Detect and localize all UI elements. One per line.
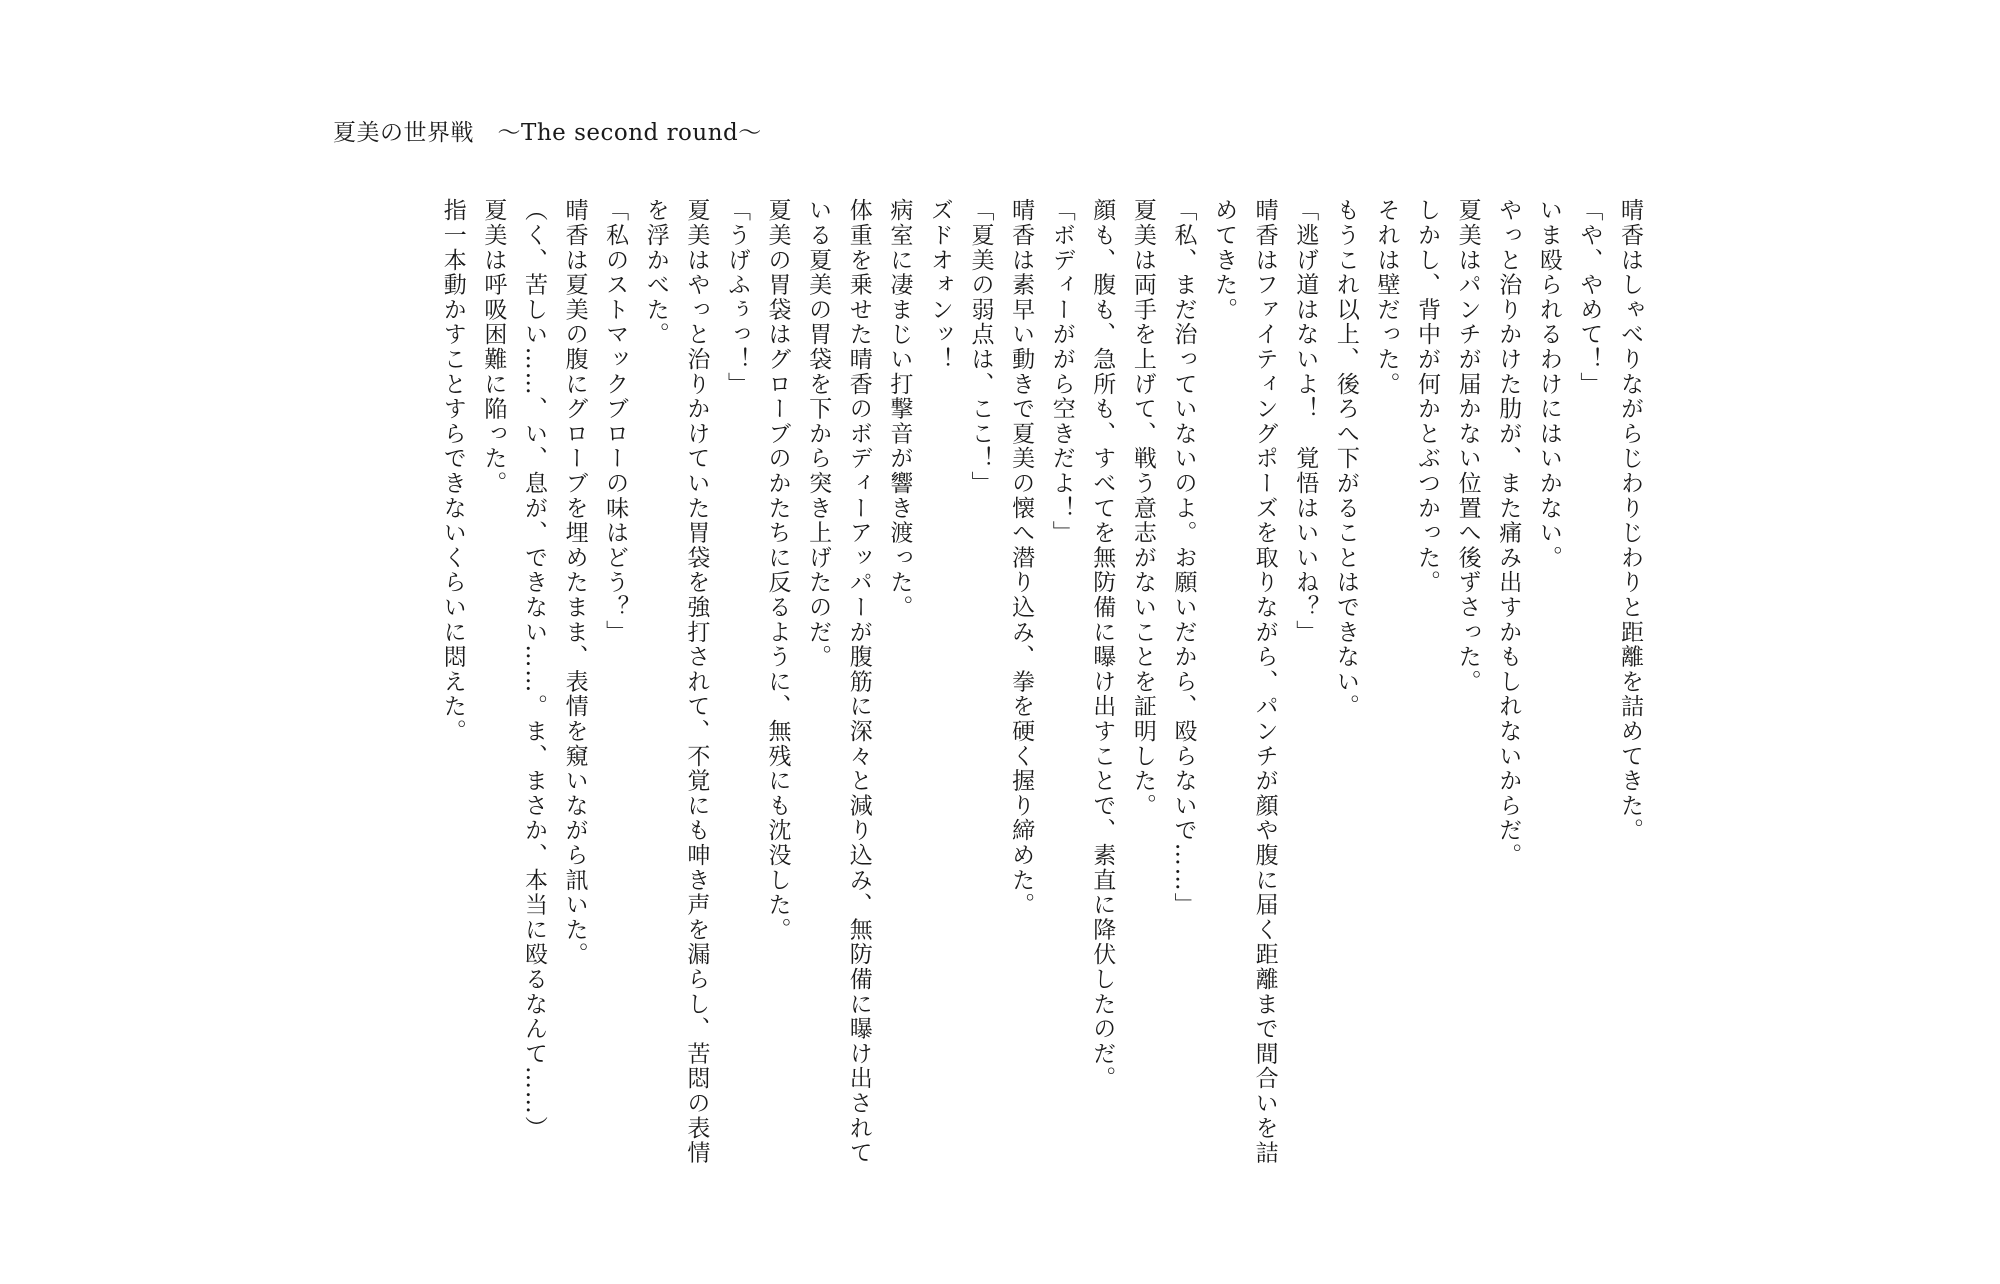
text-line: 体重を乗せた晴香のボディーアッパーが腹筋に深々と減り込み、無防備に曝け出されて <box>845 198 872 1166</box>
text-line: 夏美の胃袋はグローブのかたちに反るように、無残にも沈没した。 <box>764 198 791 942</box>
text-line: 「ボディーががら空きだよ！」 <box>1048 198 1075 546</box>
text-line: やっと治りかけた肋が、また痛み出すかもしれないからだ。 <box>1495 198 1522 868</box>
text-line: 夏美は両手を上げて、戦う意志がないことを証明した。 <box>1129 198 1156 818</box>
text-line: しかし、背中が何かとぶつかった。 <box>1414 198 1441 595</box>
text-line: 晴香はしゃべりながらじわりじわりと距離を詰めてきた。 <box>1617 198 1643 843</box>
text-line: 晴香はファイティングポーズを取りながら、パンチが顔や腹に届く距離まで間合いを詰 <box>1251 198 1278 1166</box>
text-line: 夏美はパンチが届かない位置へ後ずさった。 <box>1454 198 1481 694</box>
text-line: いま殴られるわけにはいかない。 <box>1535 198 1562 570</box>
text-line: めてきた。 <box>1211 198 1238 322</box>
text-line: ズドオォンッ！ <box>926 198 953 372</box>
text-line: もうこれ以上、後ろへ下がることはできない。 <box>1332 198 1359 719</box>
text-line: 夏美はやっと治りかけていた胃袋を強打されて、不覚にも呻き声を漏らし、苦悶の表情 <box>683 198 710 1166</box>
text-line: 「逃げ道はないよ！ 覚悟はいいね？」 <box>1292 198 1319 645</box>
text-line: いる夏美の胃袋を下から突き上げたのだ。 <box>805 198 832 670</box>
vertical-text-body <box>330 198 1650 1208</box>
text-line: 「私のストマックブローの味はどう？」 <box>602 198 629 645</box>
text-line: 夏美は呼吸困難に陥った。 <box>480 198 507 496</box>
text-line: を浮かべた。 <box>642 198 669 347</box>
text-line: 「うげふぅっ！」 <box>723 198 750 397</box>
text-line: 病室に凄まじい打撃音が響き渡った。 <box>886 198 913 620</box>
text-line: 晴香は素早い動きで夏美の懐へ潜り込み、拳を硬く握り締めた。 <box>1008 198 1035 918</box>
text-line: 「私、まだ治っていないのよ。お願いだから、殴らないで……」 <box>1170 198 1197 918</box>
text-line: 顔も、腹も、急所も、すべてを無防備に曝け出すことで、素直に降伏したのだ。 <box>1089 198 1116 1091</box>
text-line: それは壁だった。 <box>1373 198 1400 397</box>
document-title: 夏美の世界戦 〜The second round〜 <box>333 120 762 146</box>
text-line: 「や、やめて！」 <box>1576 198 1603 397</box>
text-line: 指一本動かすことすらできないくらいに悶えた。 <box>439 198 466 744</box>
text-line: （く、苦しい……、い、息が、できない……。ま、まさか、本当に殴るなんて……） <box>520 198 547 1141</box>
text-line: 晴香は夏美の腹にグローブを埋めたまま、表情を窺いながら訊いた。 <box>561 198 588 967</box>
text-line: 「夏美の弱点は、ここ！」 <box>967 198 994 496</box>
